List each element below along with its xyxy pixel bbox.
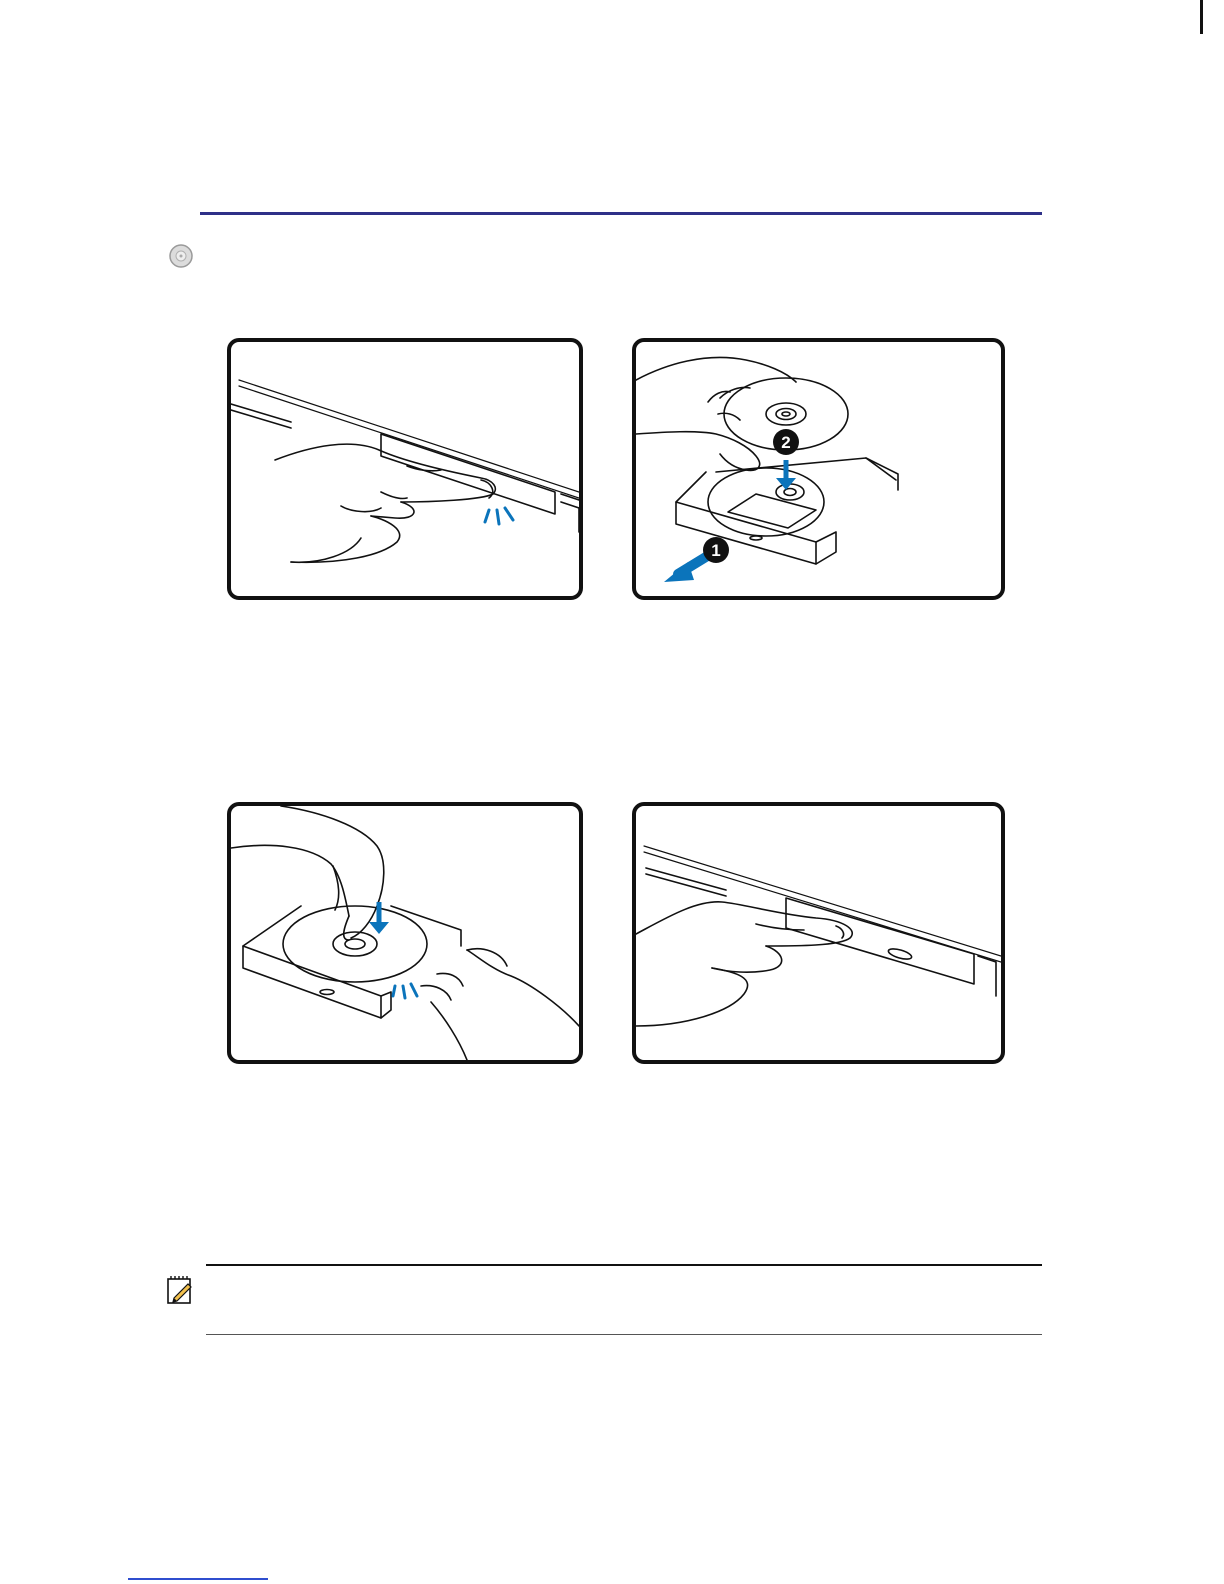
header-rule [200,212,1042,215]
figure-push-tray-closed [632,802,1005,1064]
push-tray-illustration [636,806,1001,1060]
page-edge-rule [1200,0,1203,34]
note-bottom-rule [206,1334,1042,1335]
callout-1: 1 [711,541,721,560]
note-pencil-icon [166,1276,196,1306]
figure-press-disc-onto-hub [227,802,583,1064]
bottom-link-underline [128,1578,268,1580]
figure-press-eject-button [227,338,583,600]
eject-button-illustration [231,342,579,596]
figure-insert-disc-into-tray [632,338,1005,600]
callout-2: 2 [781,433,791,452]
disc-bullet-icon [168,243,194,269]
insert-disc-illustration [636,342,1001,596]
press-disc-illustration [231,806,579,1060]
note-top-rule [206,1264,1042,1266]
